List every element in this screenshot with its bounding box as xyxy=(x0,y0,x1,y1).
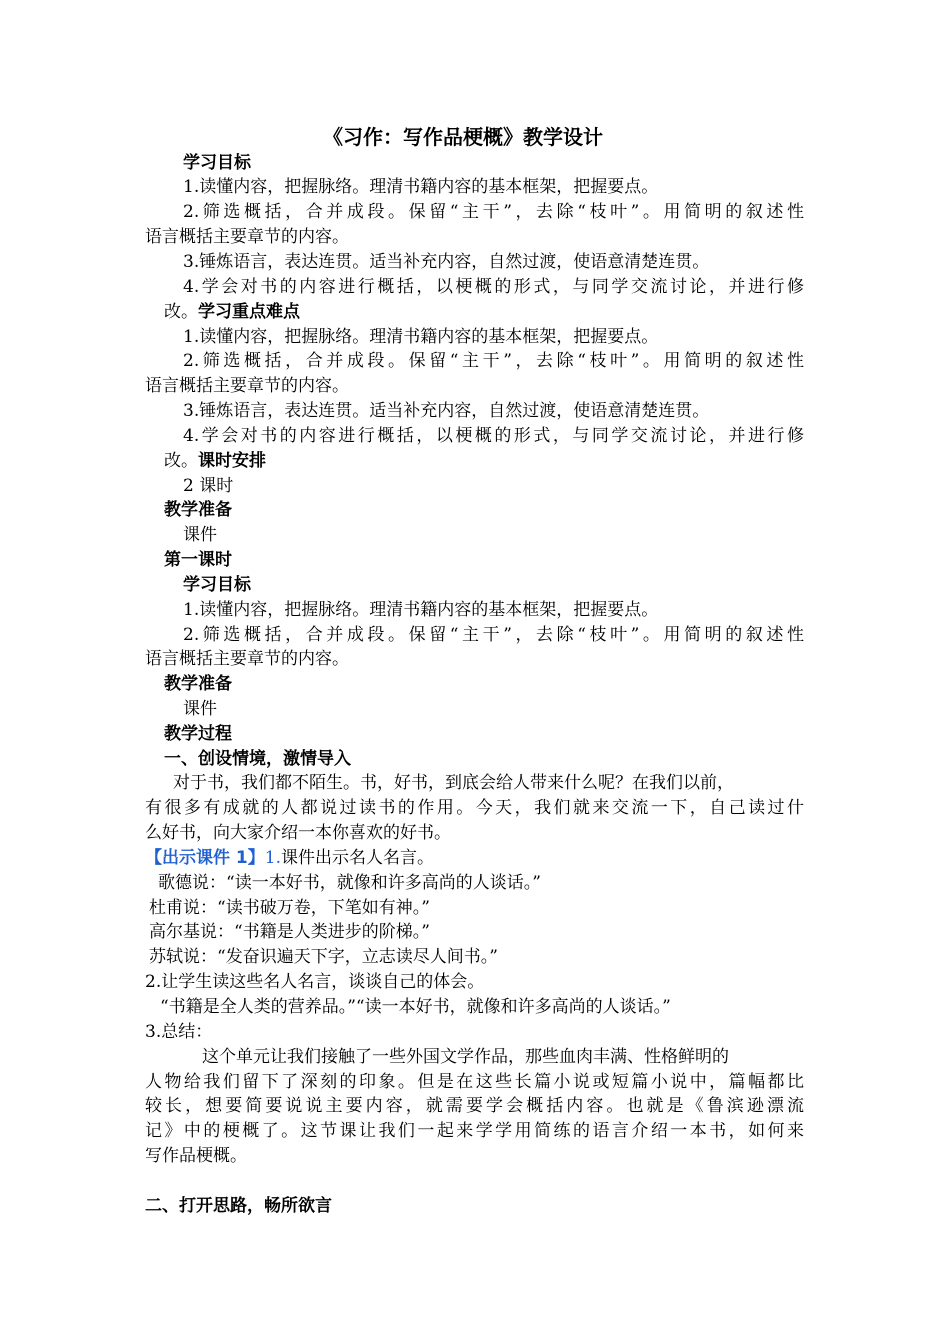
quote-line: 苏轼说：“发奋识遍天下字，立志读尽人间书。” xyxy=(149,947,498,967)
preparation-text: 课件 xyxy=(183,525,217,545)
preparation-text-2: 课件 xyxy=(183,699,217,719)
goal-line: 2.筛选概括，合并成段。保留“主干”，去除“枝叶”。用简明的叙述性 xyxy=(183,202,804,222)
heading-section-one: 一、创设情境，激情导入 xyxy=(164,749,351,769)
intro-line: 么好书，向大家介绍一本你喜欢的好书。 xyxy=(145,823,451,843)
key-line: 4.学会对书的内容进行概括，以梗概的形式，与同学交流讨论，并进行修 xyxy=(183,426,804,446)
heading-learning-goals-2: 学习目标 xyxy=(183,575,251,595)
ppt-line xyxy=(145,846,434,870)
heading-teaching-process: 教学过程 xyxy=(164,724,232,744)
goal-line: 语言概括主要章节的内容。 xyxy=(145,227,349,247)
heading-lesson-one: 第一课时 xyxy=(164,550,232,570)
goal-line: 3.锤炼语言，表达连贯。适当补充内容，自然过渡，使语意清楚连贯。 xyxy=(183,252,710,272)
step-three: 3.总结： xyxy=(145,1022,213,1042)
goal-line: 1.读懂内容，把握脉络。理清书籍内容的基本框架，把握要点。 xyxy=(183,177,659,197)
goal-line-end xyxy=(164,300,300,324)
quote-line: 歌德说：“读一本好书，就像和许多高尚的人谈话。” xyxy=(158,873,541,893)
step-two: 2.让学生读这些名人名言，谈谈自己的体会。 xyxy=(145,972,485,992)
schedule-text: 2 课时 xyxy=(183,476,234,496)
ppt-number: 1. xyxy=(264,848,281,868)
key-line: 2.筛选概括，合并成段。保留“主干”，去除“枝叶”。用简明的叙述性 xyxy=(183,351,804,371)
key-line: 改。 xyxy=(164,451,198,471)
summary-line: 较长，想要简要说说主要内容，就需要学会概括内容。也就是《鲁滨逊漂流 xyxy=(145,1096,804,1116)
key-line: 语言概括主要章节的内容。 xyxy=(145,376,349,396)
key-line: 1.读懂内容，把握脉络。理清书籍内容的基本框架，把握要点。 xyxy=(183,327,659,347)
key-line-end xyxy=(164,449,266,473)
step-two-quote: “书籍是全人类的营养品。”“读一本好书，就像和许多高尚的人谈话。” xyxy=(160,997,671,1017)
goal-line: 改。 xyxy=(164,302,198,322)
summary-line: 写作品梗概。 xyxy=(145,1146,247,1166)
intro-line: 有很多有成就的人都说过读书的作用。今天，我们就来交流一下，自己读过什 xyxy=(145,798,804,818)
ppt-tag: 【出示课件 1】 xyxy=(145,848,265,868)
quote-line: 高尔基说：“书籍是人类进步的阶梯。” xyxy=(149,922,430,942)
goal2-line: 2.筛选概括，合并成段。保留“主干”，去除“枝叶”。用简明的叙述性 xyxy=(183,625,804,645)
heading-key-points: 学习重点难点 xyxy=(198,302,300,322)
document-title: 《习作：写作品梗概》教学设计 xyxy=(323,125,603,149)
ppt-text: 课件出示名人名言。 xyxy=(280,848,434,868)
heading-section-two: 二、打开思路，畅所欲言 xyxy=(145,1196,332,1216)
heading-learning-goals: 学习目标 xyxy=(183,153,251,173)
goal2-line: 语言概括主要章节的内容。 xyxy=(145,649,349,669)
heading-schedule: 课时安排 xyxy=(198,451,266,471)
quote-line: 杜甫说：“读书破万卷，下笔如有神。” xyxy=(149,898,430,918)
summary-line: 记》中的梗概了。这节课让我们一起来学学用简练的语言介绍一本书，如何来 xyxy=(145,1121,804,1141)
summary-line: 人物给我们留下了深刻的印象。但是在这些长篇小说或短篇小说中，篇幅都比 xyxy=(145,1072,804,1092)
key-line: 3.锤炼语言，表达连贯。适当补充内容，自然过渡，使语意清楚连贯。 xyxy=(183,401,710,421)
goal2-line: 1.读懂内容，把握脉络。理清书籍内容的基本框架，把握要点。 xyxy=(183,600,659,620)
heading-preparation-2: 教学准备 xyxy=(164,674,232,694)
intro-line: 对于书，我们都不陌生。书，好书，到底会给人带来什么呢？在我们以前， xyxy=(173,773,734,793)
summary-line: 这个单元让我们接触了一些外国文学作品，那些血肉丰满、性格鲜明的 xyxy=(202,1047,729,1067)
goal-line: 4.学会对书的内容进行概括，以梗概的形式，与同学交流讨论，并进行修 xyxy=(183,277,804,297)
heading-preparation: 教学准备 xyxy=(164,500,232,520)
